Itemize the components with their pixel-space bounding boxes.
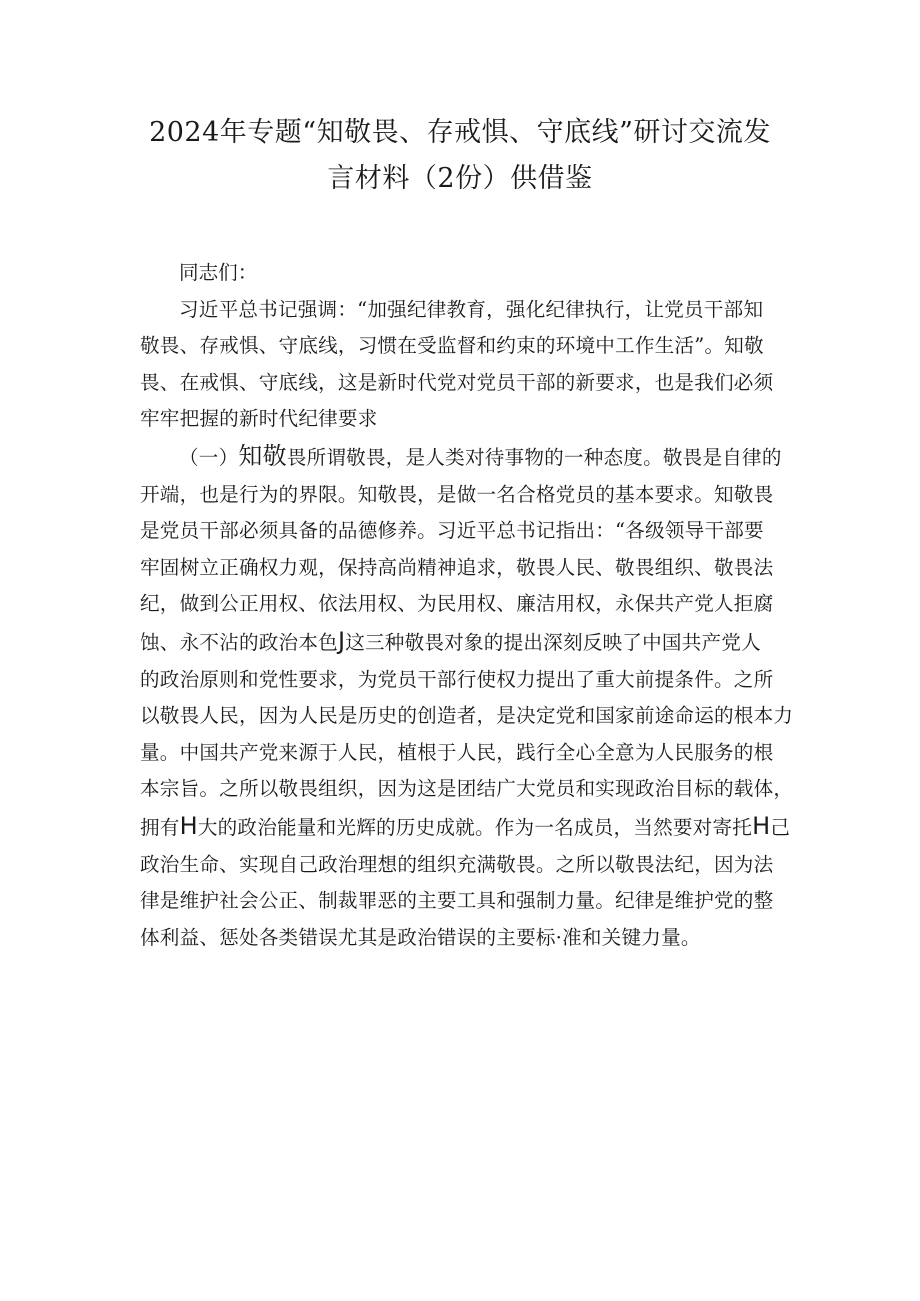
line-text: 拥有 — [140, 815, 180, 839]
paragraph-line: 敬畏、存戒惧、守底线，习惯在受监督和约束的环境中工作生活”。知敬 — [140, 334, 764, 358]
document-title — [110, 110, 810, 202]
paragraph-line: 纪，做到公正用权、依法用权、为民用权、廉洁用权，永保共产党人拒腐 — [140, 592, 774, 616]
salutation-text: 同志们： — [179, 261, 258, 284]
section-heading: 知敬 — [238, 441, 287, 470]
paragraph-line: 量。中国共产党来源于人民，植根于人民，践行全心全意为人民服务的根 — [140, 740, 774, 764]
paragraph-line: 开端，也是行为的界限。知敬畏，是做一名合格党员的基本要求。知敬畏 — [140, 482, 774, 506]
paragraph-line: 以敬畏人民，因为人民是历史的创造者，是决定党和国家前途命运的根本力 — [140, 704, 794, 728]
section-number: （一） — [179, 445, 239, 469]
paragraph-line: 牢牢把握的新时代纪律要求 — [140, 407, 378, 431]
line-text: 己 — [770, 815, 791, 839]
paragraph-2 — [140, 438, 794, 956]
paragraph-line — [140, 438, 780, 477]
title-line-2: 言材料（2份）供借鉴 — [327, 163, 593, 194]
title-line-1: 2024年专题“知敬畏、存戒惧、守底线”研讨交流发 — [149, 117, 771, 148]
paragraph-line — [140, 808, 791, 847]
paragraph-line: 牢固树立正确权力观，保持高尚精神追求，敬畏人民、敬畏组织、敬畏法 — [140, 555, 774, 579]
line-text: 这三种敬畏对象的提出深刻反映了中国共产党人 — [345, 630, 761, 654]
paragraph-line: 习近平总书记强调：“加强纪律教育，强化纪律执行，让党员干部知 — [179, 297, 764, 321]
ocr-artifact-glyph: H — [752, 811, 771, 840]
paragraph-line: 本宗旨。之所以敬畏组织，因为这是团结广大党员和实现政治目标的载体， — [140, 777, 794, 801]
paragraph-line: 体利益、惩处各类错误尤其是政治错误的主要标·准和关键力量。 — [140, 925, 701, 949]
paragraph-line: 的政治原则和党性要求，为党员干部行使权力提出了重大前提条件。之所 — [140, 667, 774, 691]
section-lead-text: 畏所谓敬畏，是人类对待事物的一种态度。敬畏是自律的 — [286, 445, 782, 469]
paragraph-line: 律是维护社会公正、制裁罪恶的主要工具和强制力量。纪律是维护党的整 — [140, 889, 774, 913]
ocr-artifact-glyph: H — [179, 811, 198, 840]
line-text: 蚀、永不沾的政治本色 — [140, 630, 338, 654]
salutation — [140, 255, 780, 292]
ocr-artifact-glyph: J — [337, 626, 346, 655]
paragraph-line: 畏、在戒惧、守底线，这是新时代党对党员干部的新要求，也是我们必须 — [140, 370, 774, 394]
paragraph-line: 是党员干部必须具备的品德修养。习近平总书记指出：“各级领导干部要 — [140, 519, 764, 543]
paragraph-line — [140, 623, 780, 662]
line-text: 大的政治能量和光辉的历史成就。作为一名成员，当然要对寄托 — [197, 815, 753, 839]
document-body — [140, 255, 794, 956]
paragraph-line: 政治生命、实现自己政治理想的组织充满敬畏。之所以敬畏法纪，因为法 — [140, 852, 774, 876]
paragraph-1 — [140, 292, 780, 438]
